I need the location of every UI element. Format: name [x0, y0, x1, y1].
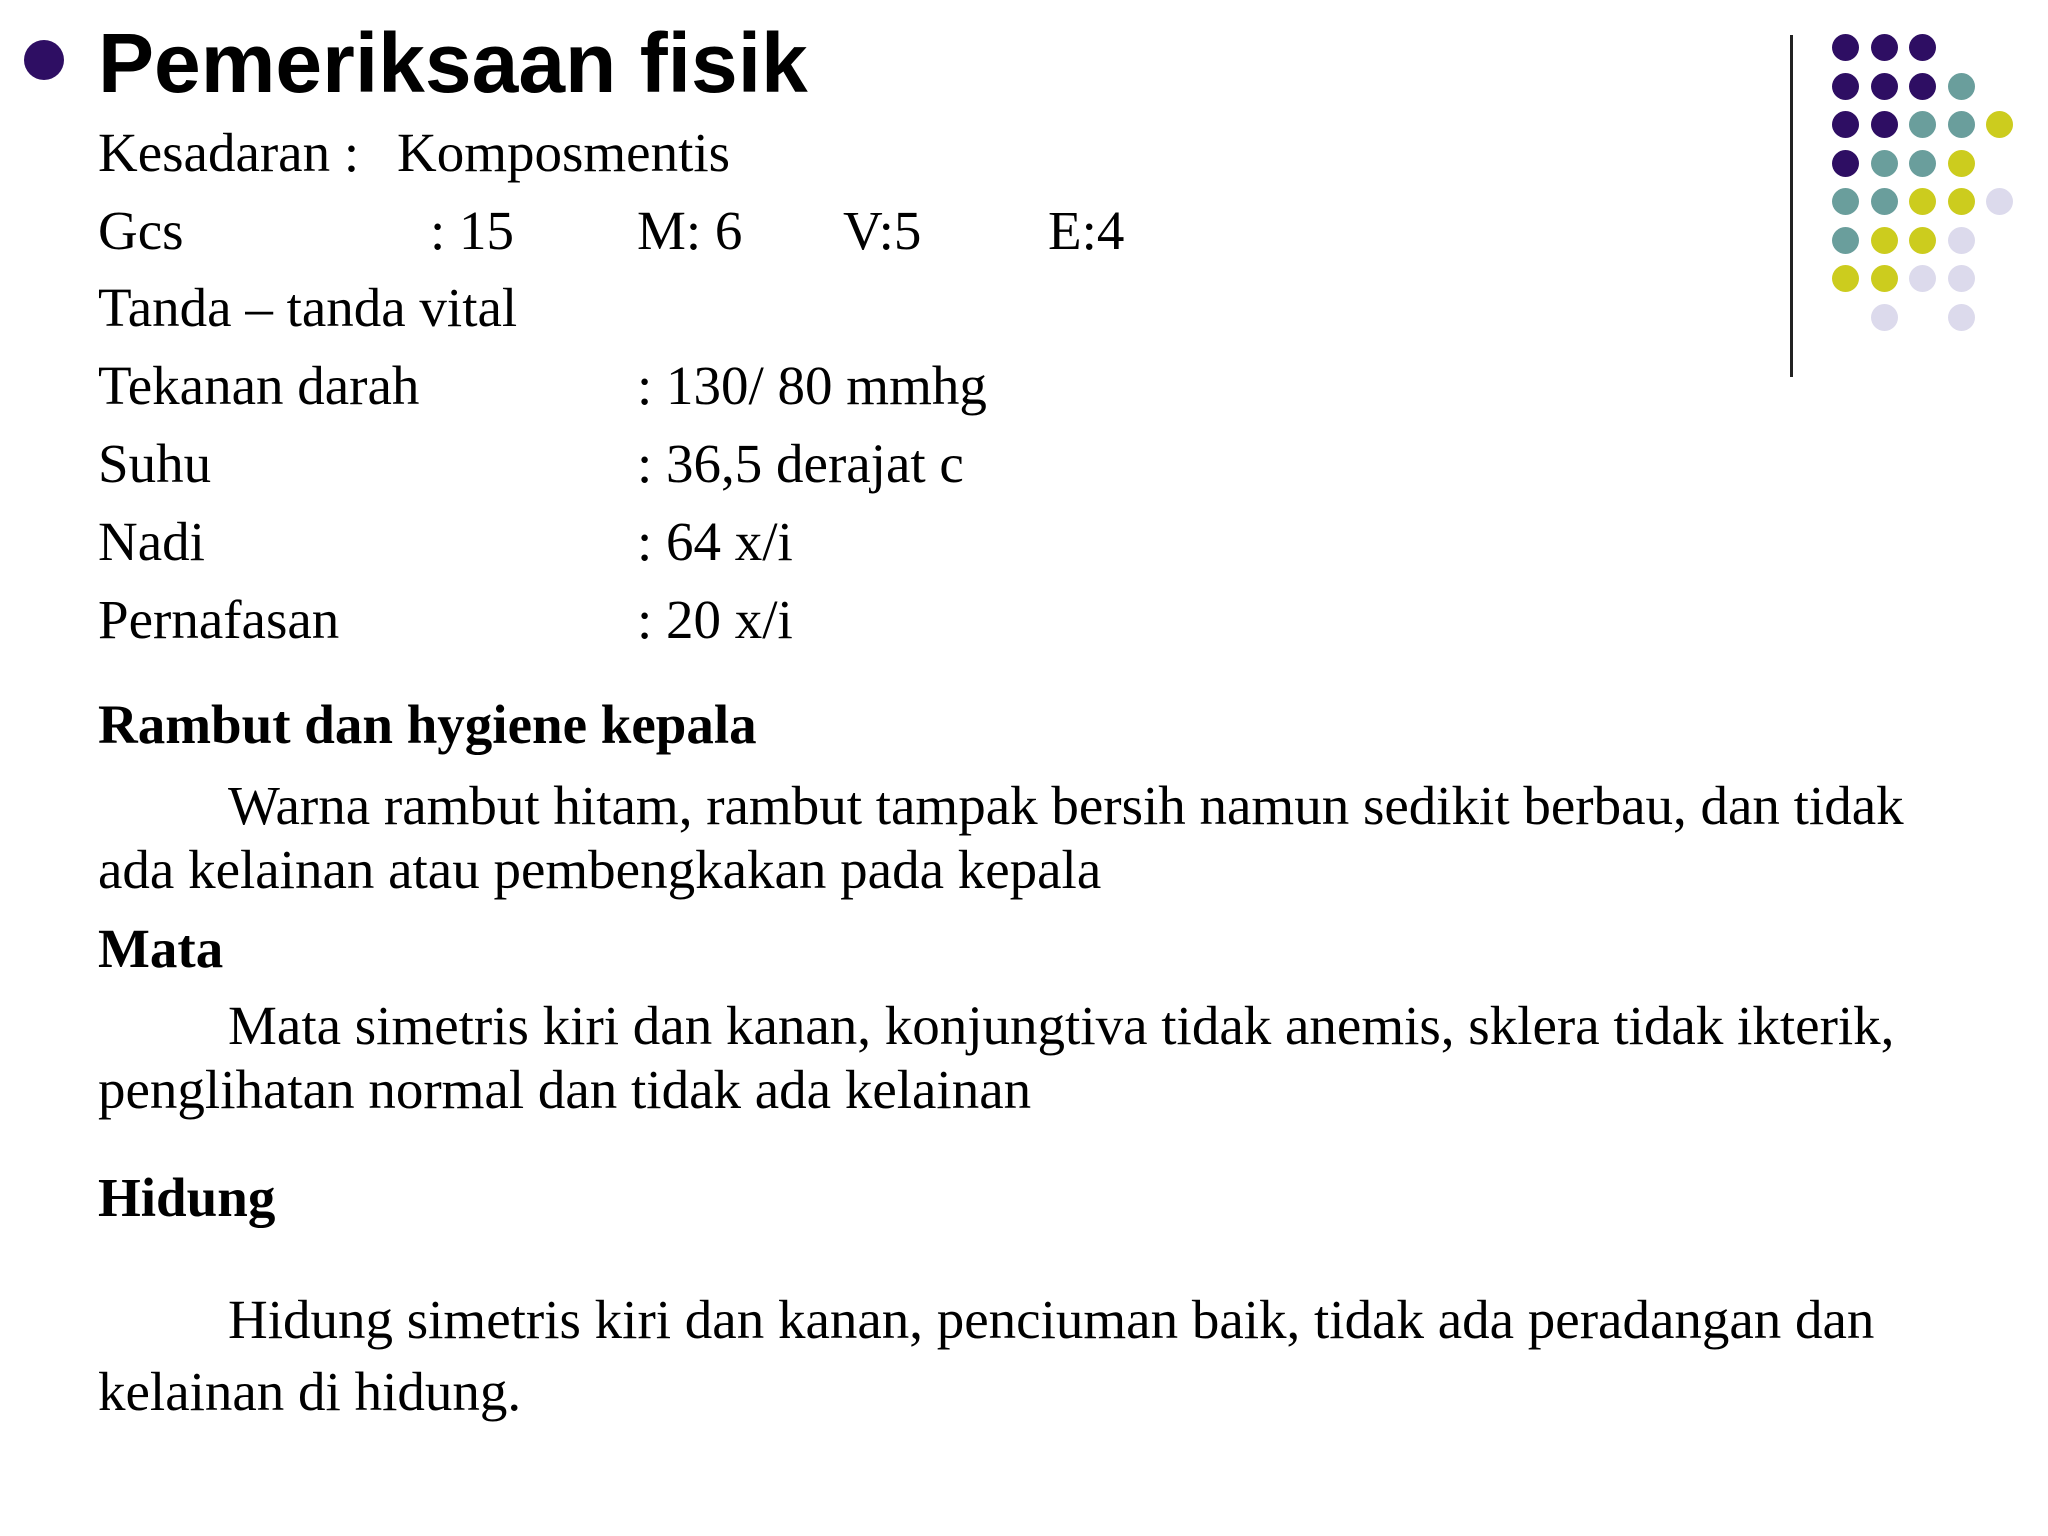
gcs-verbal: V:5	[843, 200, 922, 261]
decorative-dot	[1909, 111, 1936, 138]
decorative-dot	[1948, 111, 1975, 138]
vital-label: Suhu	[98, 433, 212, 494]
decorative-dot	[1832, 34, 1859, 61]
vital-value: : 130/ 80 mmhg	[637, 355, 987, 416]
title-bullet	[24, 40, 64, 80]
decorative-dot	[1986, 188, 2013, 215]
decorative-dot	[1871, 73, 1898, 100]
decorative-dot	[1948, 188, 1975, 215]
decorative-dot	[1871, 34, 1898, 61]
section-text-line: Mata simetris kiri dan kanan, konjungtiva tidak anemis, sklera tidak ikterik,	[228, 995, 1895, 1056]
slide-title: Pemeriksaan fisik	[98, 16, 808, 110]
section-text-hidung	[98, 1284, 1998, 1428]
decorative-dot	[1832, 111, 1859, 138]
decorative-dot-grid	[1832, 34, 2042, 334]
decorative-dot	[1948, 265, 1975, 292]
section-heading-hidung: Hidung	[98, 1167, 276, 1228]
decorative-dot	[1909, 227, 1936, 254]
decorative-dot	[1832, 227, 1859, 254]
decorative-dot	[1909, 150, 1936, 177]
decorative-dot	[1948, 73, 1975, 100]
gcs-motor: M: 6	[637, 200, 743, 261]
decorative-dot	[1832, 73, 1859, 100]
decorative-dot	[1832, 150, 1859, 177]
decorative-dot	[1871, 188, 1898, 215]
decorative-dot	[1948, 304, 1975, 331]
vital-value: : 36,5 derajat c	[637, 433, 964, 494]
decorative-dot	[1948, 227, 1975, 254]
decorative-dot	[1832, 188, 1859, 215]
decorative-dot	[1832, 265, 1859, 292]
decorative-dot	[1871, 227, 1898, 254]
decorative-dot	[1909, 73, 1936, 100]
section-text-line: kelainan di hidung.	[98, 1361, 522, 1422]
gcs-eye: E:4	[1048, 200, 1125, 261]
decorative-dot	[1871, 265, 1898, 292]
section-text-line: Warna rambut hitam, rambut tampak bersih namun sedikit berbau, dan tidak	[228, 775, 1904, 836]
vital-value: : 64 x/i	[637, 511, 793, 572]
kesadaran-label: Kesadaran :	[98, 122, 360, 183]
section-text-rambut	[98, 774, 1998, 902]
section-text-mata	[98, 994, 1998, 1122]
decorative-dot	[1871, 304, 1898, 331]
vital-label: Pernafasan	[98, 589, 340, 650]
kesadaran-value: Komposmentis	[397, 122, 731, 183]
decorative-divider	[1790, 35, 1793, 377]
decorative-dot	[1948, 150, 1975, 177]
decorative-dot	[1871, 111, 1898, 138]
decorative-dot	[1909, 188, 1936, 215]
vital-label: Tekanan darah	[98, 355, 420, 416]
section-heading-rambut: Rambut dan hygiene kepala	[98, 694, 757, 755]
decorative-dot	[1909, 34, 1936, 61]
section-heading-mata: Mata	[98, 918, 224, 979]
section-text-line: ada kelainan atau pembengkakan pada kepala	[98, 839, 1102, 900]
decorative-dot	[1909, 265, 1936, 292]
section-text-line: Hidung simetris kiri dan kanan, penciuman baik, tidak ada peradangan dan	[228, 1289, 1875, 1350]
vital-value: : 20 x/i	[637, 589, 793, 650]
decorative-dot	[1986, 111, 2013, 138]
tanda-vital-heading: Tanda – tanda vital	[98, 277, 518, 338]
vital-label: Nadi	[98, 511, 205, 572]
section-text-line: penglihatan normal dan tidak ada kelainan	[98, 1059, 1032, 1120]
gcs-label: Gcs	[98, 200, 184, 261]
decorative-dot	[1871, 150, 1898, 177]
gcs-value: : 15	[430, 200, 515, 261]
